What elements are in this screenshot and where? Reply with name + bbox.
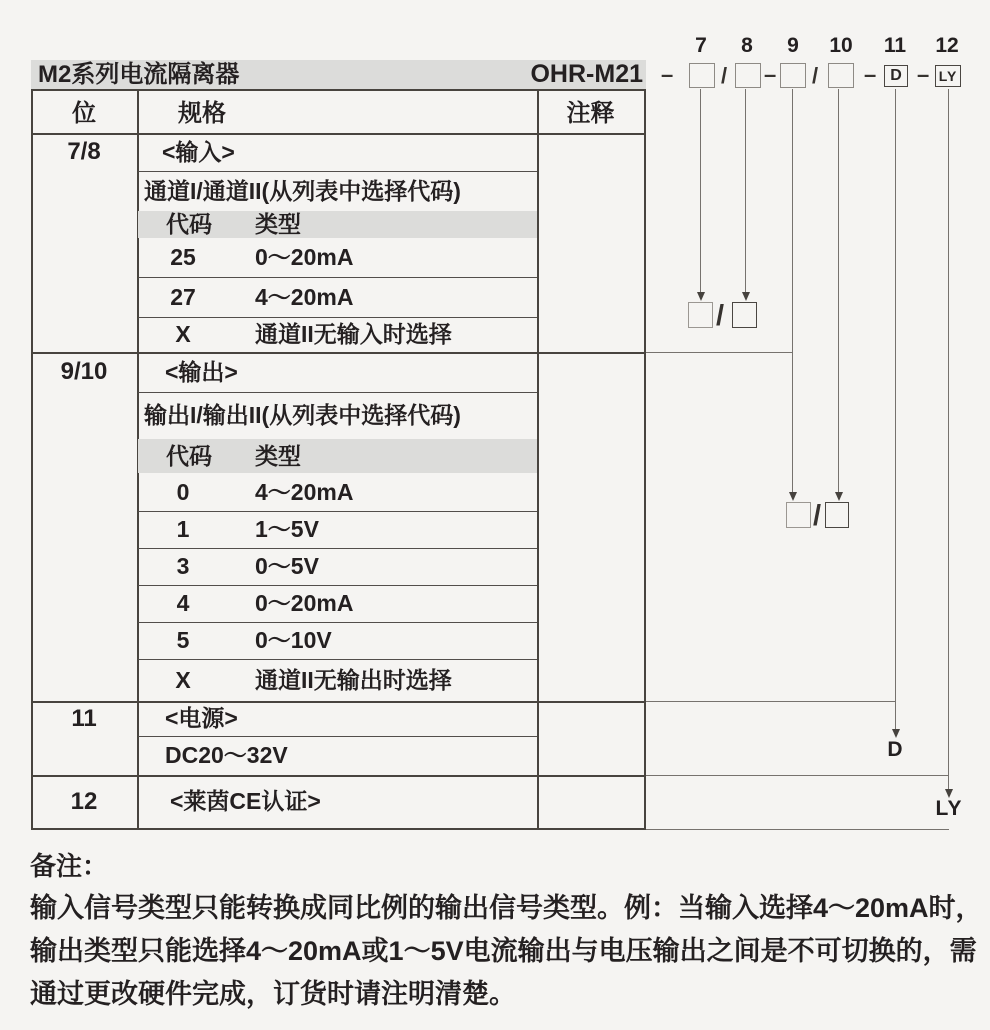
table-border-bottom xyxy=(31,828,646,830)
table-border-right xyxy=(644,89,646,830)
extension-line-row11 xyxy=(646,701,896,702)
code-cell: 3 xyxy=(176,553,190,579)
column-header-spec: 规格 xyxy=(178,100,226,127)
extension-line-bottom xyxy=(646,829,949,830)
slash-separator: / xyxy=(813,500,822,532)
model-code: OHR-M21 xyxy=(530,60,643,88)
slash-separator: / xyxy=(716,300,725,332)
type-cell: 4～20mA xyxy=(255,479,354,505)
notes-line-3: 通过更改硬件完成，订货时请注明清楚。 xyxy=(30,979,516,1009)
page-title: M2系列电流隔离器 xyxy=(38,61,240,88)
drop-line-9 xyxy=(792,89,793,492)
position-number-7: 7 xyxy=(695,34,707,57)
code-cell: 5 xyxy=(176,627,190,653)
code-box-ly-label: LY xyxy=(938,68,958,84)
position-number-10: 10 xyxy=(829,34,853,57)
notes-label: 备注： xyxy=(30,851,109,881)
section-title-power: <电源> xyxy=(165,705,238,731)
type-cell: 0～20mA xyxy=(255,590,354,616)
code-box-d-label: D xyxy=(890,67,902,84)
position-number-11: 11 xyxy=(883,34,907,57)
code-cell: 25 xyxy=(170,244,196,270)
callout-label-ly: LY xyxy=(935,797,963,820)
code-cell: 27 xyxy=(170,284,196,310)
section-title-certification: <莱茵CE认证> xyxy=(170,788,321,814)
arrow-down-icon xyxy=(697,292,705,301)
code-box-ly xyxy=(935,65,961,87)
extension-line-row12 xyxy=(646,775,949,776)
power-spec-value: DC20～32V xyxy=(165,742,288,768)
arrow-down-icon xyxy=(835,492,843,501)
type-header-label: 类型 xyxy=(255,211,301,237)
extension-line-row78 xyxy=(646,352,793,353)
callout-box-channel2 xyxy=(732,302,757,328)
callout-label-d: D xyxy=(887,738,903,761)
section-title-output: <输出> xyxy=(165,359,238,385)
code-box-8 xyxy=(735,63,761,88)
type-cell: 通道II无输出时选择 xyxy=(255,667,452,693)
dash-separator: – xyxy=(864,62,877,87)
type-header-label: 类型 xyxy=(255,443,301,469)
type-cell: 4～20mA xyxy=(255,284,354,310)
code-cell: X xyxy=(175,321,191,347)
drop-line-11 xyxy=(895,89,896,729)
code-box-9 xyxy=(780,63,806,88)
type-cell: 通道II无输入时选择 xyxy=(255,321,452,347)
notes-line-2: 输出类型只能选择4～20mA或1～5V电流输出与电压输出之间是不可切换的，需 xyxy=(30,936,977,966)
code-cell: 0 xyxy=(176,479,190,505)
drop-line-12 xyxy=(948,89,949,789)
type-cell: 0～5V xyxy=(255,553,319,579)
code-cell: 1 xyxy=(176,516,190,542)
section-position-78: 7/8 xyxy=(67,138,101,165)
code-box-10 xyxy=(828,63,854,88)
notes-line-1: 输入信号类型只能转换成同比例的输出信号类型。例：当输入选择4～20mA时， xyxy=(30,893,983,923)
drop-line-10 xyxy=(838,89,839,492)
column-header-note: 注释 xyxy=(566,100,615,127)
section-title-input: <输入> xyxy=(162,139,235,165)
code-cell: X xyxy=(175,667,191,693)
section-subtitle-output: 输出I/输出II(从列表中选择代码) xyxy=(144,402,461,428)
callout-box-output1 xyxy=(786,502,811,528)
type-cell: 0～10V xyxy=(255,627,332,653)
table-border-col2 xyxy=(537,89,539,830)
code-header-label: 代码 xyxy=(166,443,212,469)
drop-line-7 xyxy=(700,89,701,292)
arrow-down-icon xyxy=(892,729,900,738)
arrow-down-icon xyxy=(742,292,750,301)
column-header-position: 位 xyxy=(72,100,96,127)
slash-separator: / xyxy=(812,63,819,88)
callout-box-channel1 xyxy=(688,302,713,328)
position-number-8: 8 xyxy=(741,34,753,57)
table-border-top xyxy=(31,89,646,91)
section-position-12: 12 xyxy=(70,788,98,815)
drop-line-8 xyxy=(745,89,746,292)
code-cell: 4 xyxy=(176,590,190,616)
arrow-down-icon xyxy=(789,492,797,501)
section-subtitle-input: 通道I/通道II(从列表中选择代码) xyxy=(144,178,461,204)
type-cell: 0～20mA xyxy=(255,244,354,270)
dash-separator: – xyxy=(917,62,930,87)
dash-separator: – xyxy=(661,62,674,87)
code-header-label: 代码 xyxy=(166,211,212,237)
position-number-9: 9 xyxy=(787,34,799,57)
position-number-12: 12 xyxy=(935,34,959,57)
section-position-11: 11 xyxy=(71,705,97,732)
section-position-910: 9/10 xyxy=(60,358,108,385)
code-box-d xyxy=(884,65,908,87)
slash-separator: / xyxy=(721,63,728,88)
code-box-7 xyxy=(689,63,715,88)
type-cell: 1～5V xyxy=(255,516,319,542)
callout-box-output2 xyxy=(825,502,849,528)
dash-separator: – xyxy=(764,62,777,87)
